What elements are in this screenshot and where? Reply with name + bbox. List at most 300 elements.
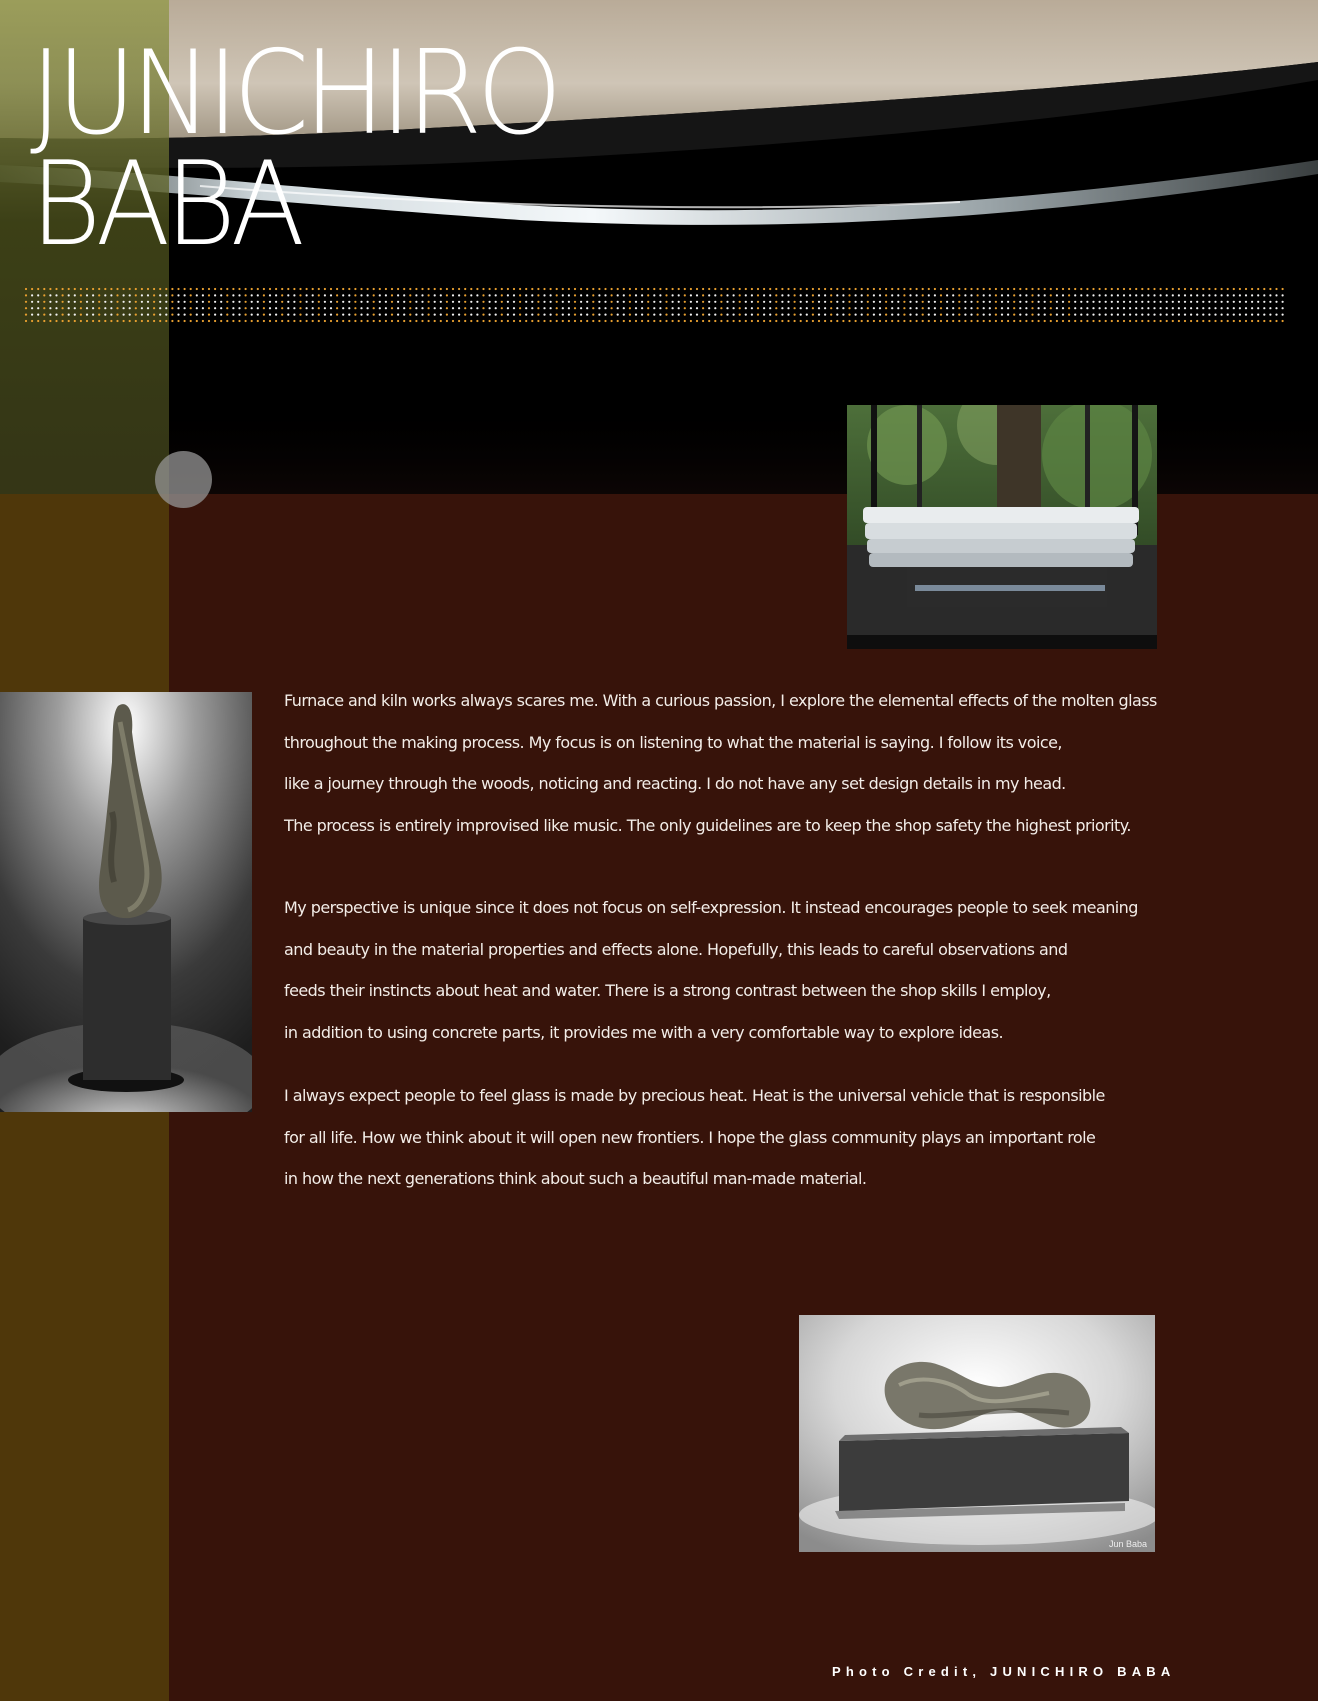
divider-dot	[1074, 301, 1076, 303]
divider-dot	[458, 301, 460, 303]
divider-dot	[1044, 294, 1046, 296]
divider-dot	[543, 307, 545, 309]
divider-dot	[238, 320, 240, 322]
divider-dot	[812, 320, 814, 322]
divider-dot	[415, 294, 417, 296]
divider-dot	[897, 320, 899, 322]
divider-dot	[696, 294, 698, 296]
divider-dot	[104, 288, 106, 290]
divider-dot	[171, 307, 173, 309]
divider-dot	[403, 314, 405, 316]
divider-dot	[312, 301, 314, 303]
divider-dot	[263, 301, 265, 303]
divider-dot	[1117, 320, 1119, 322]
divider-dot	[842, 301, 844, 303]
divider-dot	[1129, 320, 1131, 322]
divider-dot	[824, 294, 826, 296]
divider-dot	[1105, 314, 1107, 316]
divider-dot	[116, 314, 118, 316]
divider-dot	[74, 301, 76, 303]
divider-dot	[580, 294, 582, 296]
divider-dot	[800, 301, 802, 303]
divider-dot	[842, 307, 844, 309]
divider-dot	[812, 301, 814, 303]
divider-dot	[31, 294, 33, 296]
divider-dot	[1080, 288, 1082, 290]
divider-dot	[1172, 301, 1174, 303]
divider-dot	[391, 294, 393, 296]
divider-dot	[580, 307, 582, 309]
divider-dot	[1221, 294, 1223, 296]
divider-dot	[1007, 288, 1009, 290]
divider-dot	[983, 307, 985, 309]
divider-dot	[104, 320, 106, 322]
divider-dot	[1092, 301, 1094, 303]
divider-dot	[763, 301, 765, 303]
divider-dot	[1074, 294, 1076, 296]
divider-dot	[403, 301, 405, 303]
divider-dot	[775, 301, 777, 303]
divider-dot	[220, 307, 222, 309]
divider-dot	[714, 320, 716, 322]
divider-dot	[580, 314, 582, 316]
divider-dot	[678, 294, 680, 296]
divider-dot	[928, 301, 930, 303]
divider-dot	[373, 314, 375, 316]
divider-dot	[55, 288, 57, 290]
divider-dot	[952, 314, 954, 316]
divider-dot	[360, 320, 362, 322]
divider-dot	[763, 320, 765, 322]
divider-dot	[135, 314, 137, 316]
divider-dot	[550, 294, 552, 296]
divider-dot	[1007, 320, 1009, 322]
divider-dot	[141, 294, 143, 296]
divider-dot	[531, 314, 533, 316]
divider-dot	[153, 294, 155, 296]
divider-dot	[171, 301, 173, 303]
divider-dot	[928, 294, 930, 296]
divider-dot	[952, 301, 954, 303]
divider-dot	[1196, 320, 1198, 322]
divider-dot	[952, 320, 954, 322]
divider-dot	[903, 320, 905, 322]
divider-dot	[214, 294, 216, 296]
divider-dot	[537, 288, 539, 290]
divider-dot	[141, 307, 143, 309]
divider-dot	[800, 320, 802, 322]
divider-dot	[739, 314, 741, 316]
photo-credit: Photo Credit, JUNICHIRO BABA	[832, 1664, 1176, 1679]
divider-dot	[330, 320, 332, 322]
divider-dot	[513, 288, 515, 290]
divider-dot	[501, 314, 503, 316]
divider-dot	[714, 314, 716, 316]
divider-dot	[1184, 294, 1186, 296]
divider-dot	[568, 294, 570, 296]
divider-dot	[848, 314, 850, 316]
divider-dot	[55, 307, 57, 309]
divider-dot	[342, 301, 344, 303]
divider-dot	[330, 314, 332, 316]
divider-dot	[299, 301, 301, 303]
divider-dot	[245, 320, 247, 322]
divider-dot	[299, 294, 301, 296]
divider-dot	[421, 288, 423, 290]
divider-dot	[757, 288, 759, 290]
divider-dot	[1172, 294, 1174, 296]
divider-dot	[501, 301, 503, 303]
divider-dot	[354, 320, 356, 322]
divider-dot	[123, 294, 125, 296]
divider-dot	[208, 294, 210, 296]
divider-dot	[147, 320, 149, 322]
divider-dot	[1025, 314, 1027, 316]
divider-dot	[86, 314, 88, 316]
divider-dot	[165, 314, 167, 316]
divider-dot	[257, 314, 259, 316]
divider-dot	[824, 301, 826, 303]
divider-dot	[916, 288, 918, 290]
divider-dot	[220, 301, 222, 303]
divider-dot	[306, 314, 308, 316]
divider-dot	[452, 301, 454, 303]
divider-dot	[800, 288, 802, 290]
divider-dot	[611, 301, 613, 303]
divider-dot	[513, 294, 515, 296]
divider-dot	[842, 320, 844, 322]
divider-dot	[751, 314, 753, 316]
divider-dot	[806, 301, 808, 303]
divider-dot	[739, 294, 741, 296]
divider-dot	[1111, 320, 1113, 322]
divider-dot	[342, 307, 344, 309]
divider-dot	[482, 288, 484, 290]
divider-dot	[208, 307, 210, 309]
divider-dot	[421, 301, 423, 303]
divider-dot	[1196, 301, 1198, 303]
divider-dot	[556, 314, 558, 316]
divider-dot	[623, 314, 625, 316]
divider-dot	[1178, 307, 1180, 309]
divider-dot	[708, 307, 710, 309]
divider-dot	[379, 294, 381, 296]
divider-dot	[495, 294, 497, 296]
divider-dot	[891, 320, 893, 322]
divider-dot	[397, 294, 399, 296]
divider-dot	[226, 320, 228, 322]
divider-dot	[232, 288, 234, 290]
decorative-circle	[155, 451, 212, 508]
divider-dot	[934, 307, 936, 309]
divider-dot	[135, 294, 137, 296]
divider-dot	[177, 294, 179, 296]
divider-dot	[269, 288, 271, 290]
divider-dot	[129, 294, 131, 296]
divider-dot	[659, 288, 661, 290]
divider-dot	[324, 307, 326, 309]
divider-dot	[245, 307, 247, 309]
divider-dot	[1038, 294, 1040, 296]
divider-dot	[403, 307, 405, 309]
divider-dot	[550, 301, 552, 303]
divider-dot	[897, 307, 899, 309]
divider-dot	[916, 301, 918, 303]
divider-dot	[836, 294, 838, 296]
divider-dot	[202, 288, 204, 290]
divider-dot	[80, 307, 82, 309]
divider-dot	[562, 301, 564, 303]
divider-dot	[428, 314, 430, 316]
divider-dot	[763, 288, 765, 290]
divider-dot	[62, 294, 64, 296]
divider-dot	[434, 314, 436, 316]
divider-dot	[1038, 314, 1040, 316]
divider-dot	[391, 301, 393, 303]
divider-dot	[550, 320, 552, 322]
divider-dot	[946, 301, 948, 303]
divider-dot	[1025, 288, 1027, 290]
divider-dot	[1117, 307, 1119, 309]
divider-dot	[330, 301, 332, 303]
divider-dot	[629, 288, 631, 290]
divider-dot	[909, 320, 911, 322]
divider-dot	[604, 301, 606, 303]
divider-dot	[672, 294, 674, 296]
divider-dot	[1263, 301, 1265, 303]
divider-dot	[1062, 294, 1064, 296]
divider-dot	[598, 307, 600, 309]
divider-dot	[879, 314, 881, 316]
divider-dot	[641, 307, 643, 309]
divider-dot	[562, 314, 564, 316]
divider-dot	[604, 320, 606, 322]
divider-dot	[495, 288, 497, 290]
divider-dot	[470, 294, 472, 296]
divider-dot	[983, 301, 985, 303]
divider-dot	[257, 294, 259, 296]
divider-dot	[275, 288, 277, 290]
divider-dot	[1001, 307, 1003, 309]
statement-line: My perspective is unique since it does not focus on self-expression. It instead encourages people to seek meaning	[284, 898, 1138, 917]
divider-dot	[269, 320, 271, 322]
divider-dot	[653, 320, 655, 322]
divider-dot	[263, 320, 265, 322]
divider-dot	[1117, 314, 1119, 316]
divider-dot	[513, 301, 515, 303]
divider-dot	[62, 307, 64, 309]
divider-dot	[470, 314, 472, 316]
divider-dot	[1190, 294, 1192, 296]
divider-dot	[800, 307, 802, 309]
divider-dot	[165, 294, 167, 296]
divider-dot	[836, 288, 838, 290]
divider-dot	[1196, 288, 1198, 290]
divider-dot	[62, 288, 64, 290]
divider-dot	[434, 294, 436, 296]
statement-line: feeds their instincts about heat and water. There is a strong contrast between the shop skills I employ,	[284, 981, 1051, 1000]
divider-dot	[586, 320, 588, 322]
divider-dot	[550, 314, 552, 316]
divider-dot	[970, 288, 972, 290]
divider-dot	[263, 294, 265, 296]
divider-dot	[586, 307, 588, 309]
divider-dot	[696, 288, 698, 290]
divider-dot	[1233, 314, 1235, 316]
divider-dot	[1025, 294, 1027, 296]
divider-dot	[891, 301, 893, 303]
divider-dot	[708, 288, 710, 290]
divider-dot	[31, 301, 33, 303]
divider-dot	[1184, 301, 1186, 303]
divider-dot	[1257, 288, 1259, 290]
divider-dot	[940, 320, 942, 322]
divider-dot	[110, 314, 112, 316]
divider-dot	[714, 294, 716, 296]
divider-dot	[806, 307, 808, 309]
divider-dot	[257, 288, 259, 290]
divider-dot	[922, 288, 924, 290]
divider-dot	[104, 294, 106, 296]
divider-dot	[1184, 320, 1186, 322]
divider-dot	[464, 314, 466, 316]
divider-dot	[446, 301, 448, 303]
divider-dot	[1141, 320, 1143, 322]
divider-dot	[62, 320, 64, 322]
divider-dot	[934, 294, 936, 296]
divider-dot	[1196, 314, 1198, 316]
divider-dot	[1275, 301, 1277, 303]
divider-dot	[1105, 294, 1107, 296]
divider-dot	[733, 288, 735, 290]
divider-dot	[1086, 301, 1088, 303]
divider-dot	[1105, 307, 1107, 309]
divider-dot	[360, 314, 362, 316]
divider-dot	[1269, 320, 1271, 322]
divider-dot	[672, 307, 674, 309]
divider-dot	[611, 314, 613, 316]
divider-dot	[171, 288, 173, 290]
divider-dot	[49, 288, 51, 290]
divider-dot	[1245, 301, 1247, 303]
divider-dot	[629, 320, 631, 322]
divider-dot	[684, 301, 686, 303]
divider-dot	[1141, 307, 1143, 309]
divider-dot	[519, 294, 521, 296]
divider-dot	[824, 288, 826, 290]
divider-dot	[1031, 301, 1033, 303]
divider-dot	[1257, 314, 1259, 316]
divider-dot	[842, 294, 844, 296]
divider-dot	[373, 288, 375, 290]
divider-dot	[293, 320, 295, 322]
divider-dot	[647, 301, 649, 303]
divider-dot	[824, 314, 826, 316]
divider-dot	[238, 314, 240, 316]
divider-dot	[672, 314, 674, 316]
divider-dot	[592, 307, 594, 309]
divider-dot	[1184, 314, 1186, 316]
divider-dot	[1086, 320, 1088, 322]
divider-dot	[745, 314, 747, 316]
divider-dot	[611, 320, 613, 322]
divider-dot	[958, 288, 960, 290]
divider-dot	[1208, 294, 1210, 296]
divider-dot	[836, 320, 838, 322]
divider-dot	[269, 301, 271, 303]
divider-dot	[531, 307, 533, 309]
divider-dot	[574, 294, 576, 296]
divider-dot	[702, 301, 704, 303]
divider-dot	[208, 301, 210, 303]
divider-dot	[690, 307, 692, 309]
divider-dot	[940, 288, 942, 290]
divider-dot	[726, 301, 728, 303]
divider-dot	[757, 301, 759, 303]
divider-dot	[580, 320, 582, 322]
divider-dot	[1263, 288, 1265, 290]
divider-dot	[324, 301, 326, 303]
divider-dot	[324, 294, 326, 296]
divider-dot	[702, 320, 704, 322]
divider-dot	[964, 320, 966, 322]
divider-dot	[1172, 307, 1174, 309]
divider-dot	[1221, 301, 1223, 303]
divider-dot	[1050, 307, 1052, 309]
divider-dot	[1147, 307, 1149, 309]
divider-dot	[391, 320, 393, 322]
divider-dot	[684, 288, 686, 290]
divider-dot	[1166, 301, 1168, 303]
divider-dot	[1172, 288, 1174, 290]
divider-dot	[1147, 294, 1149, 296]
divider-dot	[287, 301, 289, 303]
divider-dot	[37, 314, 39, 316]
divider-dot	[458, 307, 460, 309]
divider-dot	[1166, 294, 1168, 296]
divider-dot	[903, 301, 905, 303]
divider-dot	[403, 320, 405, 322]
divider-dot	[623, 307, 625, 309]
divider-dot	[964, 314, 966, 316]
divider-dot	[403, 294, 405, 296]
divider-dot	[635, 288, 637, 290]
divider-dot	[1160, 288, 1162, 290]
divider-dot	[1196, 307, 1198, 309]
divider-dot	[37, 294, 39, 296]
divider-dot	[397, 307, 399, 309]
divider-dot	[92, 288, 94, 290]
divider-dot	[531, 288, 533, 290]
divider-dot	[1251, 288, 1253, 290]
divider-dot	[1269, 301, 1271, 303]
divider-dot	[391, 288, 393, 290]
statement-line: for all life. How we think about it will open new frontiers. I hope the glass community plays an important role	[284, 1127, 1096, 1147]
divider-dot	[1031, 314, 1033, 316]
divider-dot	[1062, 307, 1064, 309]
divider-dot	[476, 288, 478, 290]
divider-dot	[452, 294, 454, 296]
divider-dot	[702, 314, 704, 316]
divider-dot	[745, 294, 747, 296]
divider-dot	[31, 320, 33, 322]
divider-dot	[129, 307, 131, 309]
divider-dot	[74, 288, 76, 290]
divider-dot	[245, 294, 247, 296]
divider-dot	[1178, 294, 1180, 296]
divider-dot	[1123, 320, 1125, 322]
divider-dot	[482, 307, 484, 309]
